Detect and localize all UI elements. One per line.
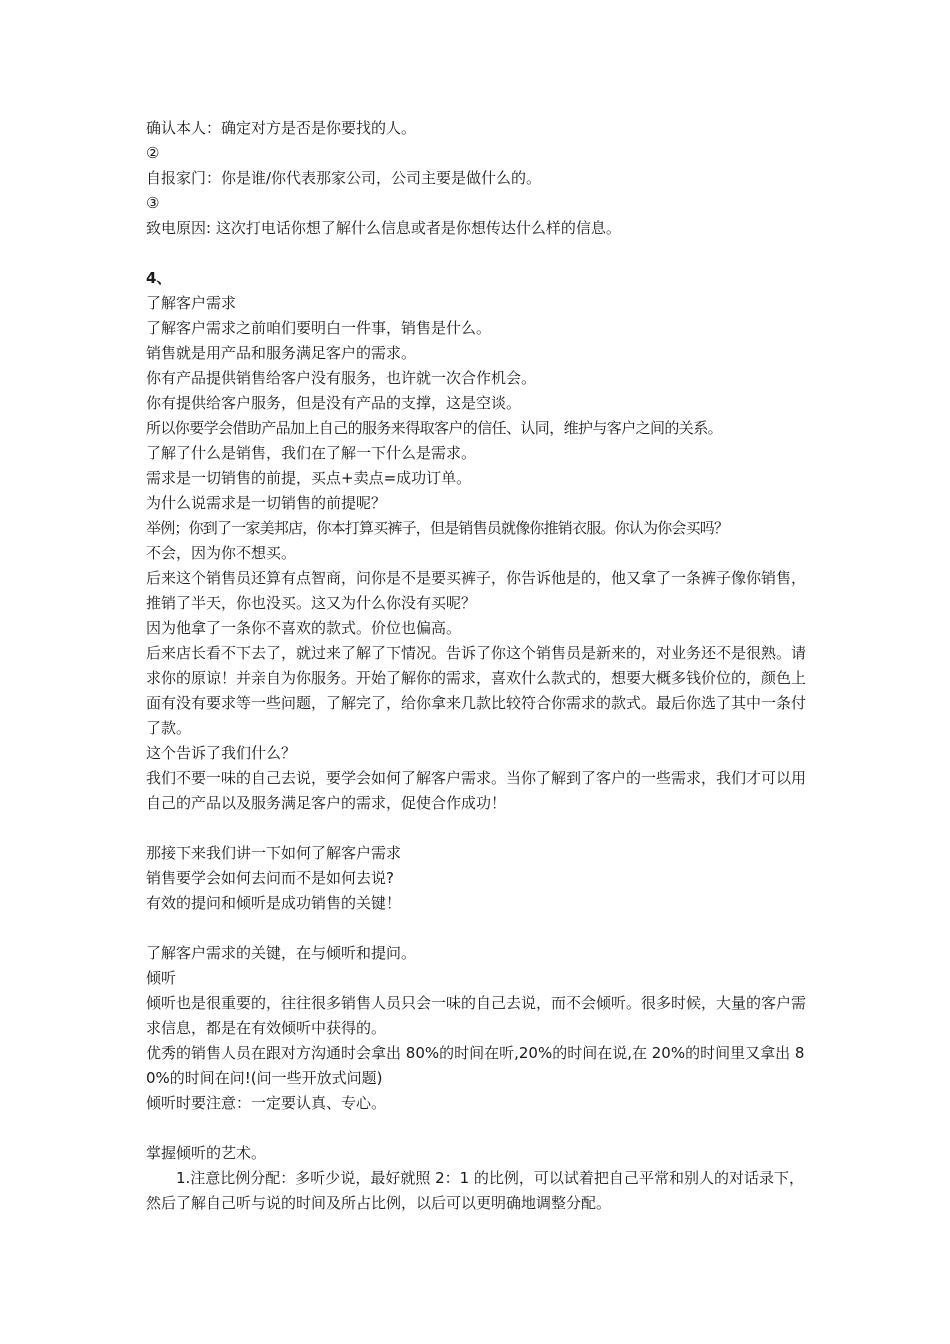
blank-line <box>146 241 810 266</box>
text-paragraph: 倾听也是很重要的，往往很多销售人员只会一味的自己去说，而不会倾听。很多时候，大量的客户需求信息，都是在有效倾听中获得的。 <box>146 994 807 1037</box>
text-line: 举例；你到了一家美邦店，你本打算买裤子，但是销售员就像你推销衣服。你认为你会买吗？ <box>146 519 729 537</box>
text-line: 致电原因: 这次打电话你想了解什么信息或者是你想传达什么样的信息。 <box>146 219 621 237</box>
text-line: 所以你要学会借助产品加上自己的服务来得取客户的信任、认同，维护与客户之间的关系。 <box>146 419 723 437</box>
blank-line <box>146 916 810 941</box>
circled-number-2: ② <box>146 144 160 162</box>
text-paragraph: 优秀的销售人员在跟对方沟通时会拿出 80%的时间在听,20%的时间在说,在 20%的时间里又拿出 80%的时间在问!(问一些开放式问题) <box>146 1044 805 1087</box>
text-line: 你有提供给客户服务，但是没有产品的支撑，这是空谈。 <box>146 394 522 412</box>
section-number: 4、 <box>146 269 172 287</box>
text-line: 自报家门：你是谁/你代表那家公司，公司主要是做什么的。 <box>146 169 542 187</box>
text-line: 了解了什么是销售，我们在了解一下什么是需求。 <box>146 444 477 462</box>
text-line: 倾听时要注意：一定要认真、专心。 <box>146 1094 387 1112</box>
text-line: 你有产品提供销售给客户没有服务，也许就一次合作机会。 <box>146 369 537 387</box>
text-line: 不会，因为你不想买。 <box>146 544 297 562</box>
text-line: 为什么说需求是一切销售的前提呢？ <box>146 494 387 512</box>
text-line: 销售就是用产品和服务满足客户的需求。 <box>146 344 417 362</box>
section-heading: 了解客户需求 <box>146 294 237 312</box>
document-body <box>146 116 810 1216</box>
blank-line <box>146 816 810 841</box>
text-line: 需求是一切销售的前提，买点+卖点=成功订单。 <box>146 469 472 487</box>
text-line: 了解客户需求之前咱们要明白一件事，销售是什么。 <box>146 319 492 337</box>
text-line: 确认本人：确定对方是否是你要找的人。 <box>146 119 417 137</box>
text-line: 那接下来我们讲一下如何了解客户需求 <box>146 844 402 862</box>
circled-number-3: ③ <box>146 194 160 212</box>
text-paragraph: 后来这个销售员还算有点智商，问你是不是要买裤子，你告诉他是的，他又拿了一条裤子像你销售，推销了半天，你也没买。这又为什么你没有买呢？ <box>146 569 807 612</box>
subsection-heading: 掌握倾听的艺术。 <box>146 1144 267 1162</box>
subsection-heading: 倾听 <box>146 969 177 987</box>
text-line: 了解客户需求的关键，在与倾听和提问。 <box>146 944 417 962</box>
text-line: 因为他拿了一条你不喜欢的款式。价位也偏高。 <box>146 619 462 637</box>
blank-line <box>146 1116 810 1141</box>
text-line: 销售要学会如何去问而不是如何去说? <box>146 869 394 887</box>
text-line: 有效的提问和倾听是成功销售的关键！ <box>146 894 402 912</box>
text-paragraph: 我们不要一味的自己去说，要学会如何了解客户需求。当你了解到了客户的一些需求，我们才可以用自己的产品以及服务满足客户的需求，促使合作成功！ <box>146 769 807 812</box>
list-item: 1.注意比例分配：多听少说，最好就照 2：1 的比例，可以试着把自己平常和别人的对话录下，然后了解自己听与说的时间及所占比例，以后可以更明确地调整分配。 <box>146 1169 804 1212</box>
text-line: 这个告诉了我们什么？ <box>146 744 297 762</box>
text-paragraph: 后来店长看不下去了，就过来了解了下情况。告诉了你这个销售员是新来的，对业务还不是很熟。请求你的原谅！并亲自为你服务。开始了解你的需求，喜欢什么款式的，想要大概多钱价位的，颜色上面有没有要求等一些问题，了解完了，给你拿来几款比较符合你需求的款式。最后你选了其中一条付了款。 <box>146 644 807 737</box>
